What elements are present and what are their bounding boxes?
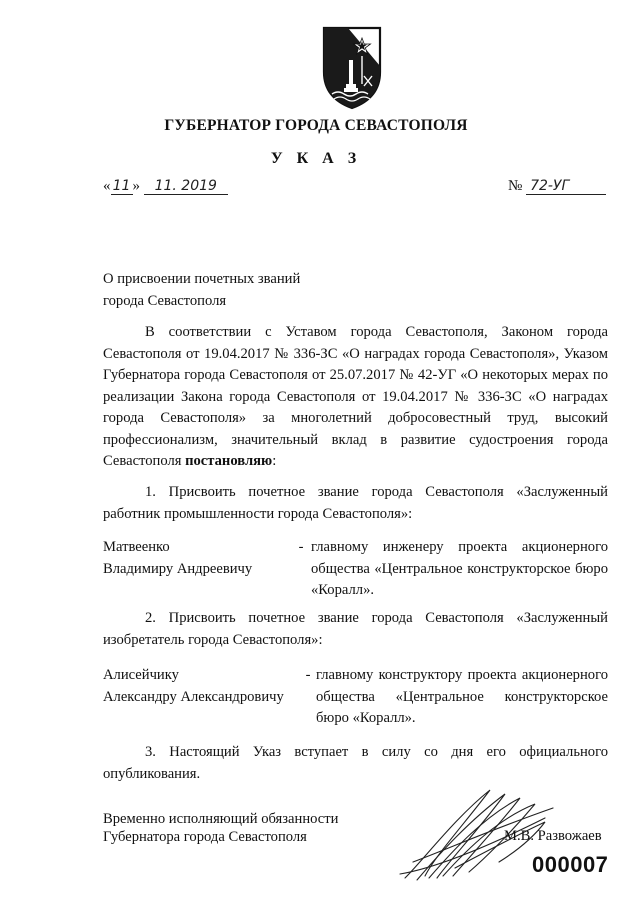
signer-name: М.В. Развожаев xyxy=(504,828,602,844)
date-quote-open: « xyxy=(103,178,111,194)
item-2-paragraph: 2. Присвоить почетное звание города Севастополя «Заслуженный изобретатель города Севастополя»: xyxy=(103,610,608,648)
decree-number xyxy=(508,178,606,195)
document-type: У К А З xyxy=(270,150,362,167)
date-quote-close: » xyxy=(132,178,140,194)
awardee-1-surname: Матвеенко xyxy=(103,539,170,555)
date-day: 11 xyxy=(111,178,133,195)
awardee-2-role: главному конструктору проекта акционерного общества «Центральное конструкторское бюро «Коралл». xyxy=(316,667,608,726)
signer-position-line-2: Губернатора города Севастополя xyxy=(103,829,307,845)
preamble-end: : xyxy=(272,453,277,469)
awardee-2 xyxy=(103,665,293,708)
signer-position xyxy=(103,810,403,846)
awardee-1-role: главному инженеру проекта акционерного общества «Центральное конструкторское бюро «Коралл». xyxy=(311,539,608,598)
awardee-2-dash: - xyxy=(305,667,311,683)
item-3-paragraph: 3. Настоящий Указ вступает в силу со дня его официального опубликования. xyxy=(103,744,608,782)
awardee-1 xyxy=(103,537,293,580)
subject-line-2: города Севастополя xyxy=(103,292,227,309)
awardee-1-dash: - xyxy=(298,539,304,555)
registration-number: 000007 xyxy=(532,852,609,877)
signer-position-line-1: Временно исполняющий обязанности xyxy=(103,811,339,827)
preamble-keyword: постановляю xyxy=(185,453,273,469)
issuer-title: ГУБЕРНАТОР ГОРОДА СЕВАСТОПОЛЯ xyxy=(164,117,468,134)
subject-line-1: О присвоении почетных званий xyxy=(103,271,301,287)
number-value: 72-УГ xyxy=(526,178,606,195)
awardee-2-surname: Алисейчику xyxy=(103,667,179,683)
preamble-paragraph xyxy=(103,322,608,473)
item-1-paragraph: 1. Присвоить почетное звание города Севастополя «Заслуженный работник промышленности города Севастополя»: xyxy=(103,484,608,522)
number-prefix: № xyxy=(508,178,523,194)
decree-date xyxy=(103,178,228,195)
preamble-text: В соответствии с Уставом города Севастополя, Законом города Севастополя от 19.04.2017 № 336-ЗС «О наградах города Севастополя», Указом Губернатора города Севастополя от 25.07.2017 № 42-УГ «О некоторых мерах по реализации Закона города Севастополя от 19.04.2017 № 336-ЗС «О наградах города Севастополя» за многолетний добросовестный труд, высокий профессионализм, значительный вклад в развитие судостроения города Севастополя xyxy=(103,324,608,469)
awardee-1-name: Владимиру Андреевичу xyxy=(103,560,253,577)
sevastopol-coat-of-arms-icon xyxy=(318,26,386,110)
awardee-2-name: Александру Александровичу xyxy=(103,688,284,705)
date-month-year: 11. 2019 xyxy=(144,178,228,195)
decree-subject xyxy=(103,269,403,312)
